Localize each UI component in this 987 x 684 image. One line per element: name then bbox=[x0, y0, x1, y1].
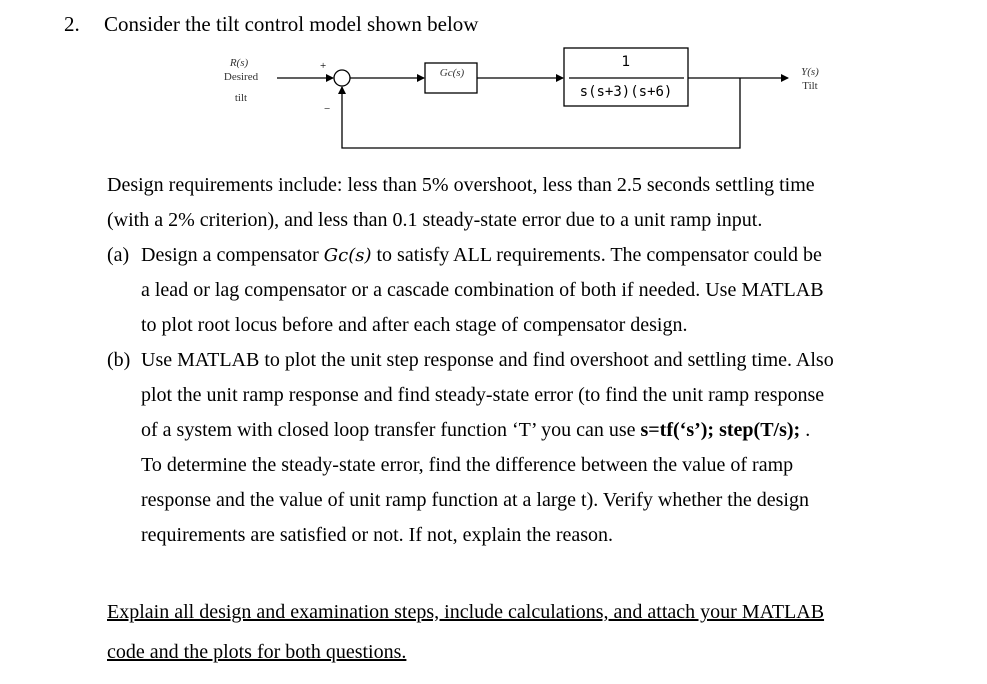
part-b-line-2: plot the unit ramp response and find steady-state error (to find the unit ramp response bbox=[141, 384, 825, 406]
plant-numerator: 1 bbox=[621, 54, 631, 70]
compensator-symbol: Gc(s) bbox=[323, 245, 372, 266]
part-b-line-3-post: . bbox=[800, 419, 811, 441]
plus-sign: + bbox=[320, 60, 327, 72]
part-a-line-1-post: to satisfy ALL requirements. The compensator could be bbox=[371, 244, 822, 266]
requirements-line-2: (with a 2% criterion), and less than 0.1 steady-state error due to a unit ramp input. bbox=[107, 209, 763, 231]
part-b-line-5: response and the value of unit ramp function at a large t). Verify whether the design bbox=[141, 489, 809, 511]
design-requirements bbox=[107, 168, 952, 238]
part-a-line-1 bbox=[141, 238, 947, 273]
part-a-line-2: a lead or lag compensator or a cascade combination of both if needed. Use MATLAB bbox=[141, 279, 824, 301]
part-a-line-1-pre: Design a compensator bbox=[141, 244, 324, 266]
matlab-code-snippet: s=tf(‘s’); step(T/s); bbox=[640, 419, 801, 441]
part-b-line-3-pre: of a system with closed loop transfer function ‘T’ you can use bbox=[141, 419, 641, 441]
part-a-label: (a) bbox=[107, 244, 130, 266]
part-a-line-3: to plot root locus before and after each stage of compensator design. bbox=[141, 314, 688, 336]
input-label-tilt: tilt bbox=[234, 92, 248, 104]
input-label-desired: Desired bbox=[223, 71, 259, 83]
input-symbol: R(s) bbox=[229, 57, 249, 69]
block-diagram-lines bbox=[0, 0, 987, 170]
part-b-line-1: Use MATLAB to plot the unit step response and find overshoot and settling time. Also bbox=[141, 349, 834, 371]
output-symbol: Y(s) bbox=[801, 66, 819, 78]
question-title: Consider the tilt control model shown below bbox=[104, 12, 479, 36]
footer-line-1: Explain all design and examination steps, include calculations, and attach your MATLAB bbox=[107, 601, 825, 623]
output-label: Tilt bbox=[802, 80, 818, 92]
minus-sign: − bbox=[324, 103, 331, 115]
summing-junction bbox=[334, 70, 350, 86]
part-b-line-4: To determine the steady-state error, find the difference between the value of ramp bbox=[141, 454, 794, 476]
question-number: 2. bbox=[64, 12, 80, 36]
part-b-label: (b) bbox=[107, 349, 131, 371]
part-b-line-6: requirements are satisfied or not. If not, explain the reason. bbox=[141, 524, 614, 546]
part-b-line-3 bbox=[141, 413, 947, 448]
block-diagram bbox=[0, 0, 987, 170]
instructions-footer bbox=[107, 592, 952, 672]
footer-line-2: code and the plots for both questions. bbox=[107, 641, 407, 663]
requirements-line-1: Design requirements include: less than 5% overshoot, less than 2.5 seconds settling time bbox=[107, 174, 815, 196]
plant-denominator: s(s+3)(s+6) bbox=[579, 84, 673, 100]
controller-label: Gc(s) bbox=[439, 67, 465, 79]
